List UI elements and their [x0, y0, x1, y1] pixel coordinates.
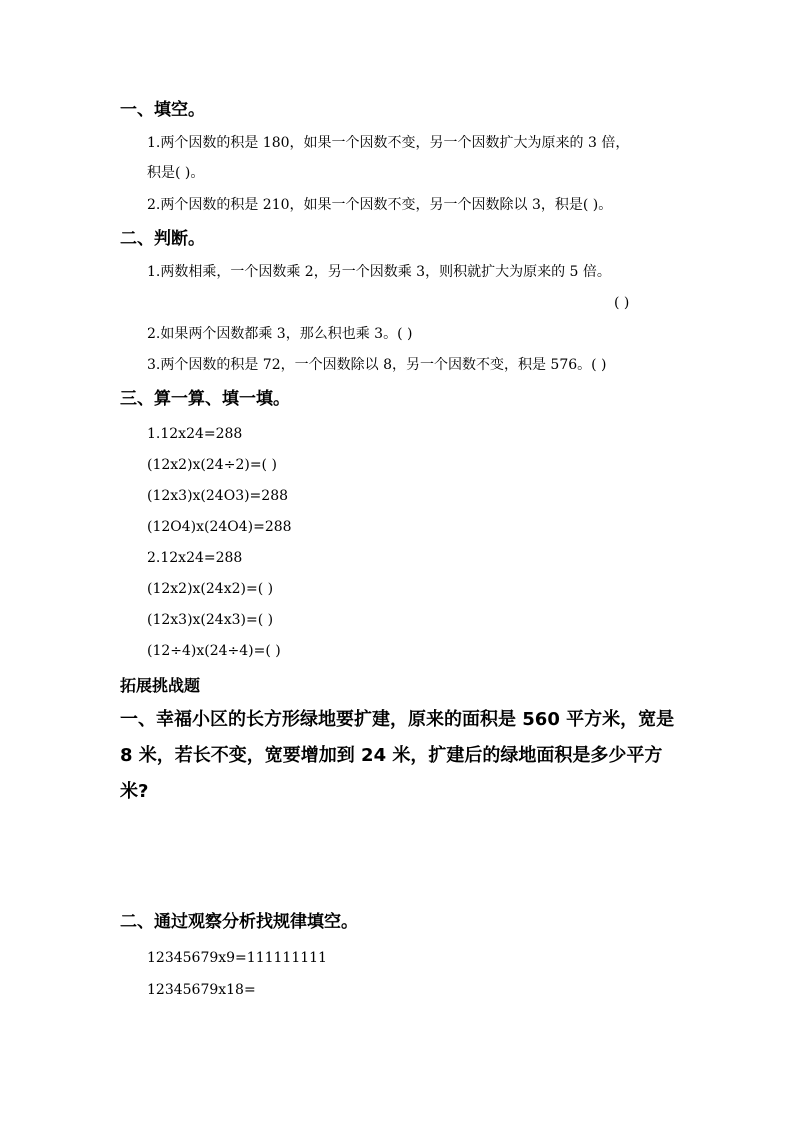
fill-question-1-line-2: 积是( )。 — [147, 165, 205, 181]
judge-question-1: 1.两数相乘，一个因数乘 2，另一个因数乘 3，则积就扩大为原来的 5 倍。 — [147, 264, 611, 280]
calc-line: 2.12x24=288 — [147, 550, 243, 566]
pattern-line: 12345679x18= — [147, 982, 256, 998]
fill-question-1-line-1: 1.两个因数的积是 180，如果一个因数不变，另一个因数扩大为原来的 3 倍， — [147, 135, 630, 151]
section-3-heading: 三、算一算、填一填。 — [120, 389, 290, 409]
fill-question-2: 2.两个因数的积是 210，如果一个因数不变，另一个因数除以 3，积是( )。 — [147, 197, 613, 213]
judge-question-1-answer-paren: ( ) — [614, 295, 630, 311]
calc-line: (12x3)x(24x3)=( ) — [147, 612, 274, 628]
extension-problem-1-line: 8 米，若长不变，宽要增加到 24 米，扩建后的绿地面积是多少平方 — [120, 745, 663, 766]
extension-problem-1-line: 米? — [120, 781, 149, 802]
calc-line: (12÷4)x(24÷4)=( ) — [147, 643, 281, 659]
calc-line: (12x2)x(24÷2)=( ) — [147, 457, 277, 473]
calc-line: (12x2)x(24x2)=( ) — [147, 581, 274, 597]
calc-line: (12O4)x(24O4)=288 — [147, 519, 292, 535]
judge-question-3: 3.两个因数的积是 72，一个因数除以 8，另一个因数不变，积是 576。( ) — [147, 357, 607, 373]
section-1-heading: 一、填空。 — [120, 100, 205, 120]
pattern-line: 12345679x9=111111111 — [147, 950, 327, 966]
calc-line: 1.12x24=288 — [147, 426, 243, 442]
extension-title: 拓展挑战题 — [120, 676, 201, 695]
extension-problem-2-heading: 二、通过观察分析找规律填空。 — [120, 912, 358, 932]
extension-problem-1-line: 一、幸福小区的长方形绿地要扩建，原来的面积是 560 平方米，宽是 — [120, 709, 675, 730]
calc-line: (12x3)x(24O3)=288 — [147, 488, 289, 504]
judge-question-2: 2.如果两个因数都乘 3，那么积也乘 3。( ) — [147, 326, 413, 342]
section-2-heading: 二、判断。 — [120, 229, 205, 249]
